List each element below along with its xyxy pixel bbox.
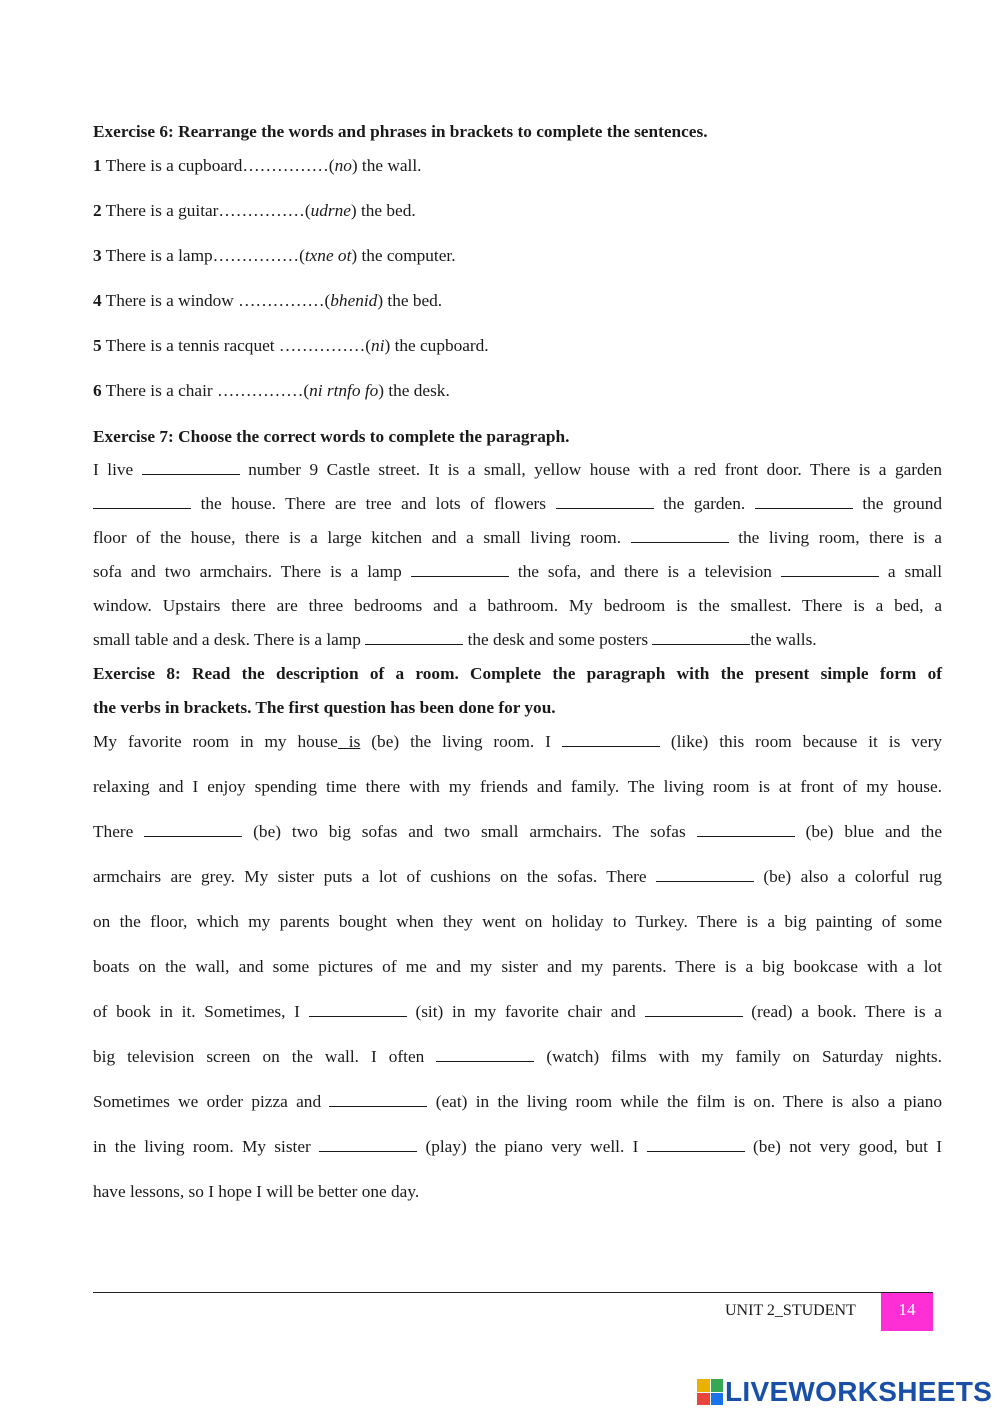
ex8-line-9: Sometimes we order pizza and (eat) in the living room while the film is on. There is also a piano [93,1092,943,1111]
ex7-line-1: I live number 9 Castle street. It is a small, yellow house with a red front door. There is a garden [93,460,942,479]
answer-blank[interactable] [411,561,509,577]
answer-blank[interactable] [755,493,853,509]
ex8-line-5: on the floor, which my parents bought when they went on holiday to Turkey. There is a big painting of some [93,912,942,931]
ex6-item-6: 6 There is a chair ……………(ni rtnfo fo) the desk. [93,381,450,400]
ex6-item-1: 1 There is a cupboard……………(no) the wall. [93,156,422,175]
ex8-line-2: relaxing and I enjoy spending time there with my friends and family. The living room is at front of my house. [93,777,942,796]
answer-blank[interactable] [647,1136,745,1152]
ex8-line-1: My favorite room in my house is (be) the living room. I (like) this room because it is very [93,732,942,751]
ex8-line-3: There (be) two big sofas and two small armchairs. The sofas (be) blue and the [93,822,942,841]
ex6-item-2: 2 There is a guitar……………(udrne) the bed. [93,201,416,220]
answer-blank[interactable] [652,629,750,645]
ex6-item-3: 3 There is a lamp……………(txne ot) the computer. [93,246,456,265]
exercise-7-heading: Exercise 7: Choose the correct words to complete the paragraph. [93,427,570,446]
ex6-item-5: 5 There is a tennis racquet ……………(ni) the cupboard. [93,336,489,355]
ex8-line-8: big television screen on the wall. I often (watch) films with my family on Saturday nights. [93,1047,942,1066]
answer-blank[interactable] [144,821,242,837]
ex8-line-6: boats on the wall, and some pictures of me and my sister and my parents. There is a big bookcase with a lot [93,957,942,976]
answer-blank[interactable] [645,1001,743,1017]
answer-blank[interactable] [697,821,795,837]
answer-blank[interactable] [556,493,654,509]
ex7-line-6: small table and a desk. There is a lamp the desk and some posters the walls. [93,630,817,649]
ex7-line-2: the house. There are tree and lots of flowers the garden. the ground [93,493,942,515]
liveworksheets-wordmark: LIVEWORKSHEETS [725,1376,993,1407]
ex8-line-4: armchairs are grey. My sister puts a lot of cushions on the sofas. There (be) also a colorful rug [93,867,943,886]
page-number: 14 [881,1293,933,1331]
footer-rule [93,1292,933,1293]
exercise-6-heading: Exercise 6: Rearrange the words and phrases in brackets to complete the sentences. [93,122,708,141]
answer-blank[interactable] [365,629,463,645]
unit-label: UNIT 2_STUDENT [725,1302,856,1319]
ex8-line-11: have lessons, so I hope I will be better one day. [93,1182,420,1201]
ex6-item-4: 4 There is a window ……………(bhenid) the bed. [93,291,443,310]
exercise-8-heading-line-1: Exercise 8: Read the description of a room. Complete the paragraph with the present simple form of [93,664,942,683]
ex8-line-10: in the living room. My sister (play) the piano very well. I (be) not very good, but I [93,1137,942,1156]
exercise-8-heading-line-2: the verbs in brackets. The first question has been done for you. [93,698,556,717]
answer-blank[interactable] [781,561,879,577]
ex7-line-4: sofa and two armchairs. There is a lamp the sofa, and there is a television a small [93,562,942,581]
liveworksheets-logo [697,1377,992,1407]
liveworksheets-icon [697,1379,723,1405]
answer-blank[interactable] [562,731,660,747]
ex7-line-5: window. Upstairs there are three bedrooms and a bathroom. My bedroom is the smallest. There is a bed, a [93,596,942,615]
answer-blank[interactable] [142,459,240,475]
answer-blank[interactable] [631,527,729,543]
ex7-line-3: floor of the house, there is a large kitchen and a small living room. the living room, there is a [93,528,942,547]
ex8-line-7: of book in it. Sometimes, I (sit) in my favorite chair and (read) a book. There is a [93,1002,942,1021]
answer-blank[interactable] [656,866,754,882]
answer-blank[interactable] [436,1046,534,1062]
example-answer: is [337,732,361,751]
answer-blank[interactable] [329,1091,427,1107]
answer-blank[interactable] [93,493,191,509]
answer-blank[interactable] [309,1001,407,1017]
answer-blank[interactable] [319,1136,417,1152]
